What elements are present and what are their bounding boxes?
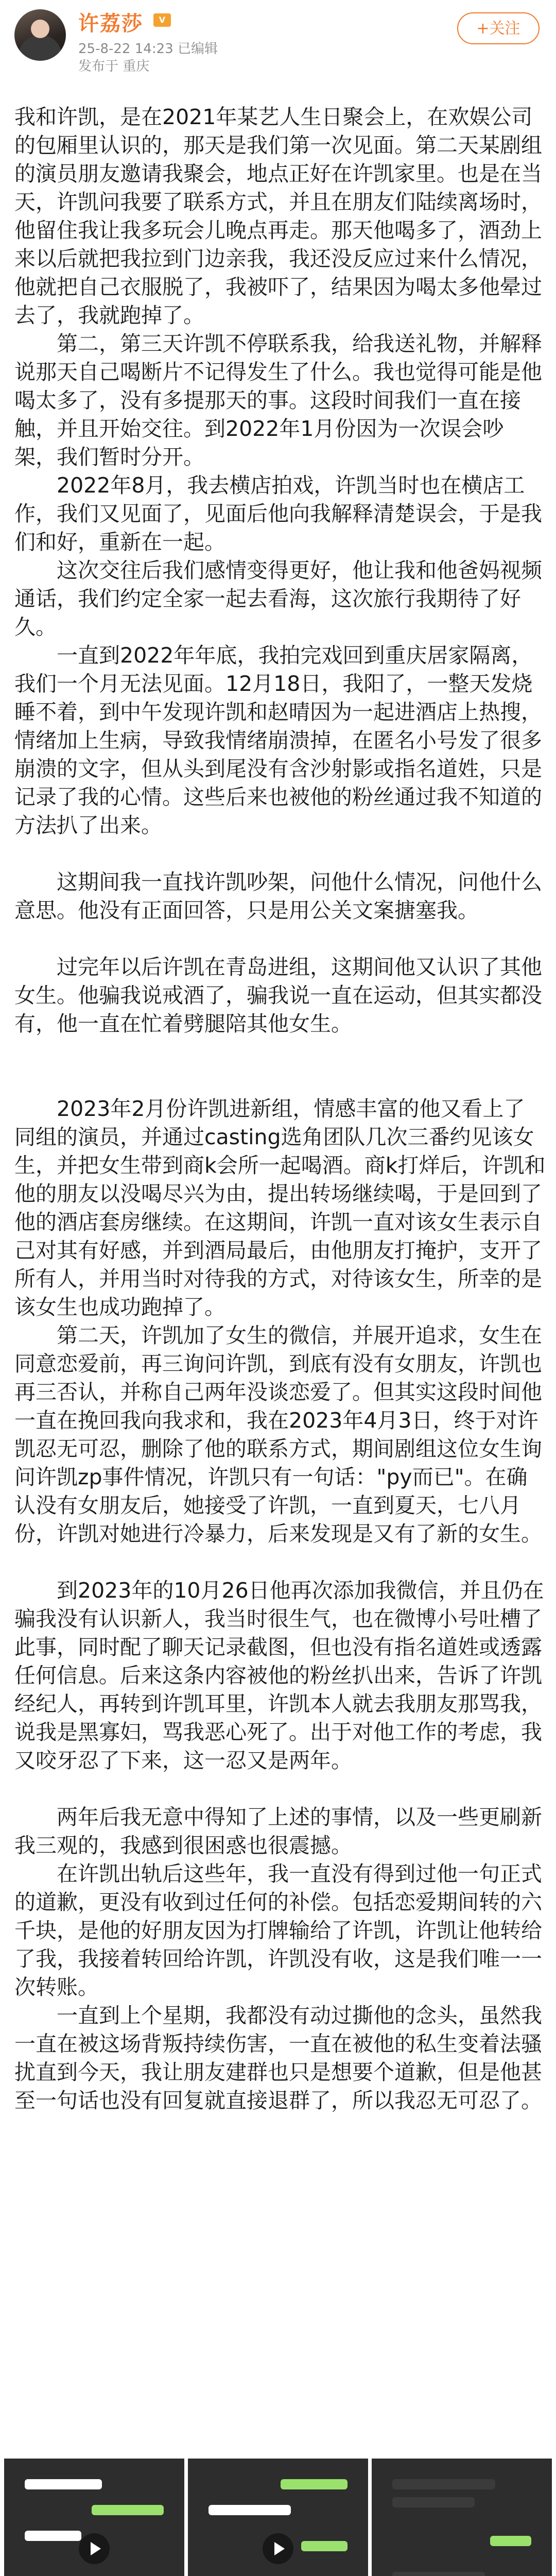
vip-badge-icon: V: [153, 13, 171, 27]
author-avatar[interactable]: [14, 9, 66, 61]
post-location: 发布于 重庆: [78, 59, 150, 74]
paragraph: 一直到2022年年底，我拍完戏回到重庆居家隔离，我们一个月无法见面。12月18日，我阳了，一整天发烧睡不着，到中午发现许凯和赵晴因为一起进酒店上热搜，情绪加上生病，导致我情绪崩溃掉，在匿名小号发了很多崩溃的文字，但从头到尾没有含沙射影或指名道姓，只是记录了我的心情。这些后来也被他的粉丝通过我不知道的方法扒了出来。: [14, 643, 542, 838]
follow-button[interactable]: +关注: [457, 12, 540, 44]
video-thumbnail[interactable]: [4, 2459, 184, 2576]
paragraph: 两年后我无意中得知了上述的事情，以及一些更刷新我三观的，我感到很困惑也很震撼。: [14, 1805, 542, 1858]
paragraph: 这期间我一直找许凯吵架，问他什么情况，问他什么意思。他没有正面回答，只是用公关文案搪塞我。: [14, 870, 542, 923]
paragraph: 过完年以后许凯在青岛进组，这期间他又认识了其他女生。他骗我说戒酒了，骗我说一直在运动，但其实都没有，他一直在忙着劈腿陪其他女生。: [14, 955, 542, 1036]
paragraph: 这次交往后我们感情变得更好，他让我和他爸妈视频通话，我们约定全家一起去看海，这次旅行我期待了好久。: [14, 558, 542, 639]
post-timestamp: 25-8-22 14:23: [78, 41, 173, 57]
image-grid: [0, 2459, 556, 2576]
paragraph: 一直到上个星期，我都没有动过撕他的念头，虽然我一直在被这场背叛持续伤害，一直在被他的私生变着法骚扰直到今天，我让朋友建群也只是想要个道歉，但是他甚至一句话也没有回复就直接退群了，所以我忍无可忍了。: [14, 2003, 542, 2113]
paragraph: 到2023年的10月26日他再次添加我微信，并且仍在骗我没有认识新人，我当时很生气，也在微博小号吐槽了此事，同时配了聊天记录截图，但也没有指名道姓或透露任何信息。后来这条内容被他的粉丝扒出来，告诉了许凯经纪人，再转到许凯耳里，许凯本人就去我朋友那骂我，说我是黑寡妇，骂我恶心死了。出于对他工作的考虑，我又咬牙忍了下来，这一忍又是两年。: [14, 1578, 544, 1773]
paragraph: 我和许凯，是在2021年某艺人生日聚会上，在欢娱公司的包厢里认识的，那天是我们第一次见面。第二天某剧组的演员朋友邀请我聚会，地点正好在许凯家里。也是在当天，许凯问我要了联系方式，并且在朋友们陆续离场时，他留住我让我多玩会儿晚点再走。那天他喝多了，酒劲上来以后就把我拉到门边亲我，我还没反应过来什么情况，他就把自己衣服脱了，我被吓了，结果因为喝太多他晕过去了，我就跑掉了。: [14, 105, 542, 328]
paragraph: 2022年8月，我去横店拍戏，许凯当时也在横店工作，我们又见面了，见面后他向我解释清楚误会，于是我们和好，重新在一起。: [14, 473, 542, 554]
play-icon[interactable]: [79, 2533, 110, 2564]
post-edited-label: 已编辑: [177, 41, 218, 57]
paragraph: 第二天，许凯加了女生的微信，并展开追求，女生在同意恋爱前，再三询问许凯，到底有没有女朋友，许凯也再三否认，并称自己两年没谈恋爱了。但其实这段时间他一直在挽回我向我求和，我在2023年4月3日，终于对许凯忍无可忍，删除了他的联系方式，期间剧组这位女生询问许凯zp事件情况，许凯只有一句话："py而已"。在确认没有女朋友后，她接受了许凯，一直到夏天，七八月份，许凯对她进行冷暴力，后来发现是又有了新的女生。: [14, 1323, 542, 1546]
post-meta: [78, 38, 218, 57]
paragraph: 在许凯出轨后这些年，我一直没有得到过他一句正式的道歉，更没有收到过任何的补偿。包括恋爱期间转的六千块，是他的好朋友因为打牌输给了许凯，许凯让他转给了我，我接着转回给许凯，许凯没有收，这是我们唯一一次转账。: [14, 1861, 542, 1999]
video-thumbnail[interactable]: [188, 2459, 368, 2576]
post-body: [14, 103, 546, 2115]
chat-screenshot[interactable]: [372, 2459, 552, 2576]
paragraph: 2023年2月份许凯进新组，情感丰富的他又看上了同组的演员，并通过casting选角团队几次三番约见该女生，并把女生带到商k会所一起喝酒。商k打烊后，许凯和他的朋友以没喝尽兴为由，提出转场继续喝，于是回到了他的酒店套房继续。在这期间，许凯一直对该女生表示自己对其有好感，并到酒局最后，由他朋友打掩护，支开了所有人，并用当时对待我的方式，对待该女生，所幸的是该女生也成功跑掉了。: [14, 1096, 546, 1319]
play-icon[interactable]: [263, 2533, 293, 2564]
post-header: [0, 0, 556, 77]
author-name[interactable]: 许荔莎: [78, 12, 143, 36]
paragraph: 第二，第三天许凯不停联系我，给我送礼物，并解释说那天自己喝断片不记得发生了什么。我也觉得可能是他喝太多了，没有多提那天的事。这段时间我们一直在接触，并且开始交往。到2022年1月份因为一次误会吵架，我们暂时分开。: [14, 331, 542, 469]
